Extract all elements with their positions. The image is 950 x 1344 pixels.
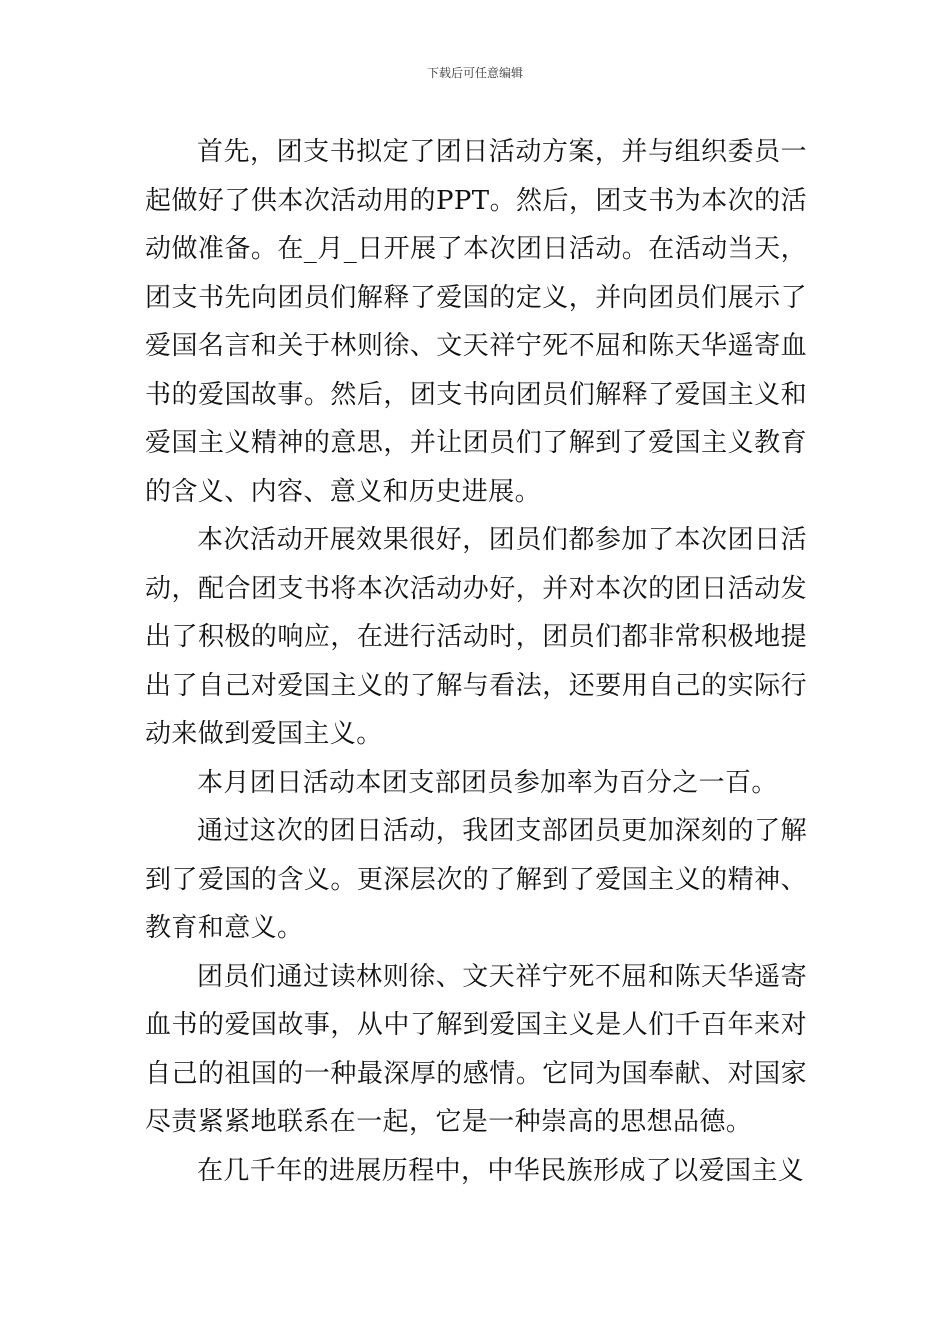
document-body — [145, 128, 807, 1195]
paragraph-activity-effect: 本次活动开展效果很好，团员们都参加了本次团日活动，配合团支书将本次活动办好，并对本次的团日活动发出了积极的响应，在进行活动时，团员们都非常积极地提出了自己对爱国主义的了解与看法，还要用自己的实际行动来做到爱国主义。 — [145, 525, 807, 749]
page-header: 下载后可任意编辑 — [426, 66, 523, 80]
paragraph-activity-process: 首先，团支书拟定了团日活动方案，并与组织委员一起做好了供本次活动用的PPT。然后，团支书为本次的活动做准备。在_月_日开展了本次团日活动。在活动当天，团支书先向团员们解释了爱国的定义，并向团员们展示了爱国名言和关于林则徐、文天祥宁死不屈和陈天华遥寄血书的爱国故事。然后，团支书向团员们解释了爱国主义和爱国主义精神的意思，并让团员们了解到了爱国主义教育的含义、内容、意义和历史进展。 — [145, 137, 807, 507]
paragraph-patriotic-stories: 团员们通过读林则徐、文天祥宁死不屈和陈天华遥寄血书的爱国故事，从中了解到爱国主义是人们千百年来对自己的祖国的一种最深厚的感情。它同为国奉献、对国家尽责紧紧地联系在一起，它是一种崇高的思想品德。 — [145, 961, 807, 1137]
paragraph-understanding: 通过这次的团日活动，我团支部团员更加深刻的了解到了爱国的含义。更深层次的了解到了爱国主义的精神、教育和意义。 — [145, 816, 807, 943]
paragraph-history: 在几千年的进展历程中，中华民族形成了以爱国主义 — [197, 1155, 805, 1186]
paragraph-participation-rate: 本月团日活动本团支部团员参加率为百分之一百。 — [197, 767, 778, 798]
